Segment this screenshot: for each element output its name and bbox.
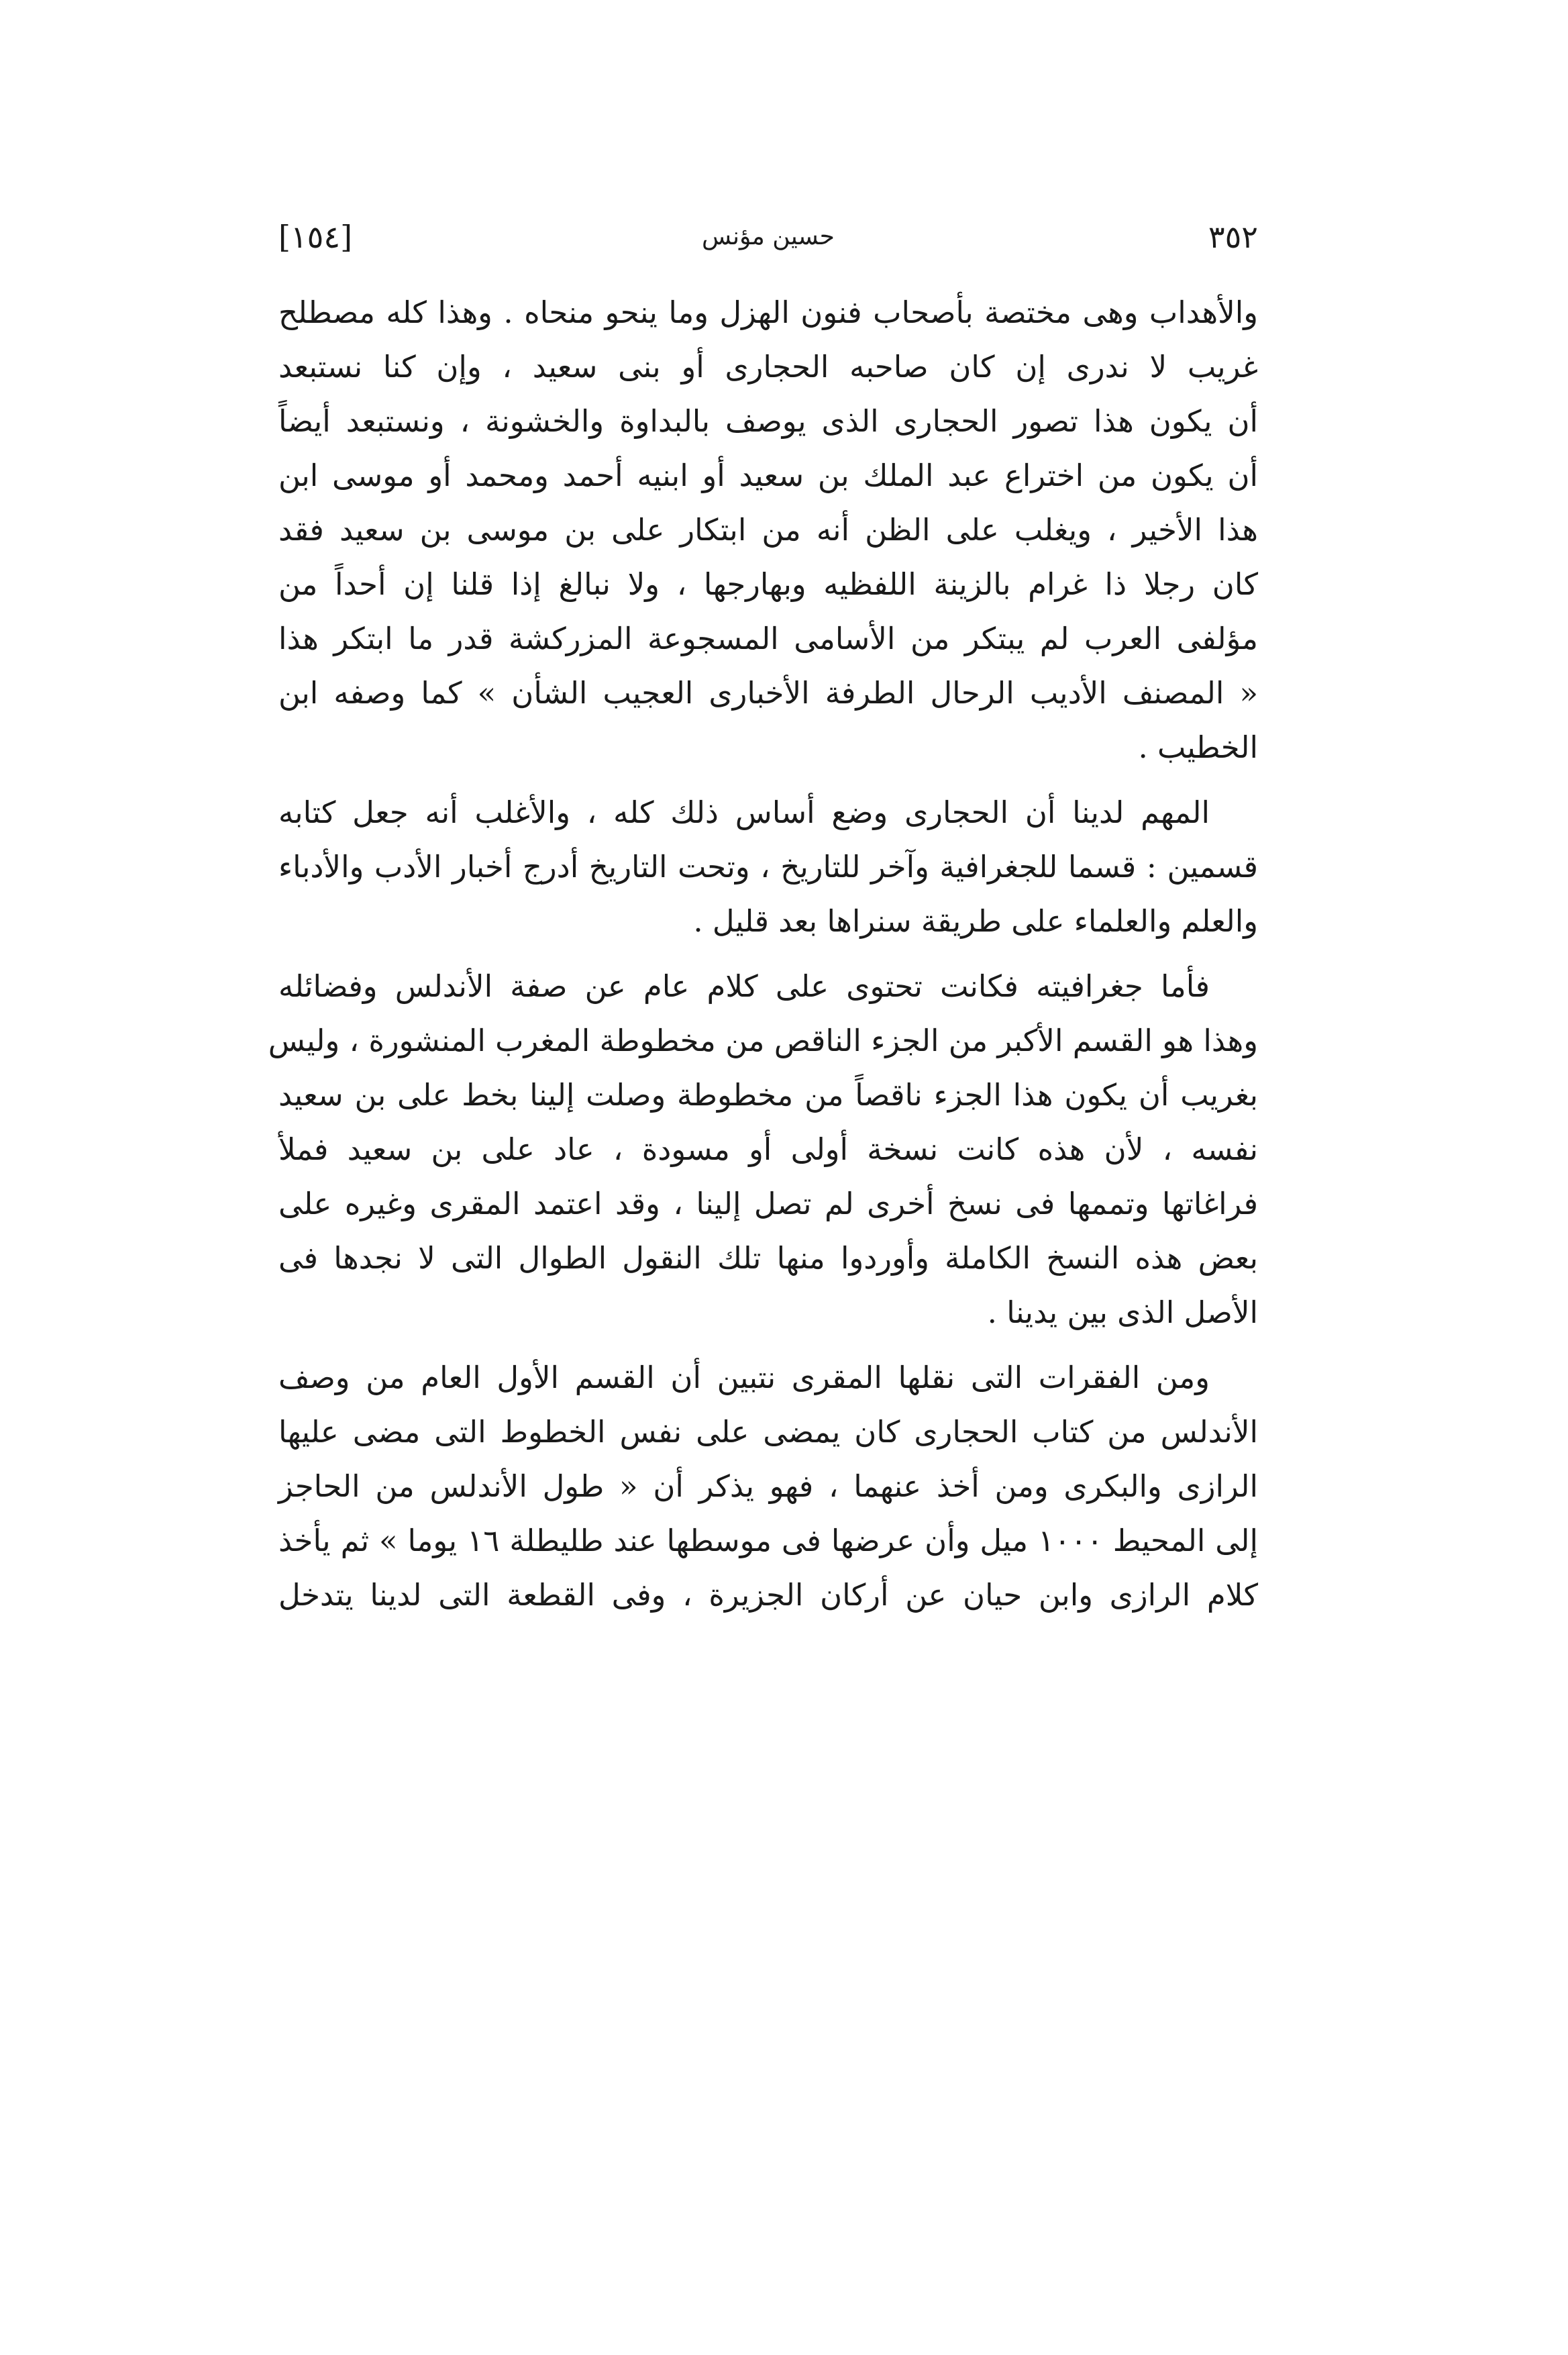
text-line: فأما جغرافيته فكانت تحتوى على كلام عام عن صفة الأندلس وفضائله: [278, 968, 1210, 1004]
text-line: هذا الأخير ، ويغلب على الظن أنه من ابتكار على بن موسى بن سعيد فقد: [278, 512, 1258, 548]
text-line: الأندلس من كتاب الحجارى كان يمضى على نفس الخطوط التى مضى عليها: [278, 1414, 1258, 1450]
body-text: [268, 285, 1258, 1633]
text-line: الرازى والبكرى ومن أخذ عنهما ، فهو يذكر أن « طول الأندلس من الحاجز: [278, 1468, 1258, 1504]
text-line: مؤلفى العرب لم يبتكر من الأسامى المسجوعة المزركشة قدر ما ابتكر هذا: [278, 621, 1258, 656]
running-head: [278, 213, 1258, 260]
text-line: نفسه ، لأن هذه كانت نسخة أولى أو مسودة ، عاد على بن سعيد فملأ: [278, 1132, 1258, 1167]
paragraph-4: [278, 1350, 1258, 1622]
text-line: بغريب أن يكون هذا الجزء ناقصاً من مخطوطة وصلت إلينا بخط على بن سعيد: [278, 1077, 1258, 1113]
text-line: الخطيب .: [1138, 730, 1258, 765]
original-page-number: [١٥٤]: [278, 219, 353, 255]
text-line: غريب لا ندرى إن كان صاحبه الحجارى أو بنى سعيد ، وإن كنا نستبعد: [278, 349, 1258, 385]
text-line: كان رجلا ذا غرام بالزينة اللفظيه وبهارجها ، ولا نبالغ إذا قلنا إن أحداً من: [278, 566, 1258, 602]
paragraph-1: [278, 285, 1258, 774]
text-line: ومن الفقرات التى نقلها المقرى نتبين أن القسم الأول العام من وصف: [278, 1360, 1210, 1395]
text-line: أن يكون من اختراع عبد الملك بن سعيد أو ابنيه أحمد ومحمد أو موسى ابن: [278, 458, 1258, 493]
text-line: إلى المحيط ١٠٠٠ ميل وأن عرضها فى موسطها عند طليطلة ١٦ يوما » ثم يأخذ: [278, 1523, 1258, 1558]
text-line: المهم لدينا أن الحجارى وضع أساس ذلك كله ، والأغلب أنه جعل كتابه: [278, 795, 1210, 830]
paragraph-2: [278, 785, 1258, 948]
text-line: قسمين : قسما للجغرافية وآخر للتاريخ ، وتحت التاريخ أدرج أخبار الأدب والأدباء: [278, 849, 1258, 885]
text-line: والعلم والعلماء على طريقة سنراها بعد قليل .: [693, 903, 1258, 939]
text-line: « المصنف الأديب الرحال الطرفة الأخبارى العجيب الشأن » كما وصفه ابن: [278, 675, 1258, 711]
running-head-author: حسين مؤنس: [702, 223, 835, 250]
text-line: أن يكون هذا تصور الحجارى الذى يوصف بالبداوة والخشونة ، ونستبعد أيضاً: [278, 403, 1258, 439]
text-line: فراغاتها وتممها فى نسخ أخرى لم تصل إلينا ، وقد اعتمد المقرى وغيره على: [278, 1186, 1258, 1221]
text-line: الأصل الذى بين يدينا .: [987, 1295, 1258, 1330]
paragraph-3: [268, 959, 1258, 1340]
text-line: والأهداب وهى مختصة بأصحاب فنون الهزل وما ينحو منحاه . وهذا كله مصطلح: [278, 295, 1258, 330]
text-line: بعض هذه النسخ الكاملة وأوردوا منها تلك النقول الطوال التى لا نجدها فى: [278, 1240, 1258, 1276]
text-line: وهذا هو القسم الأكبر من الجزء الناقص من مخطوطة المغرب المنشورة ، وليس: [268, 1023, 1258, 1058]
page-number: ٣٥٢: [1208, 219, 1258, 255]
text-line: كلام الرازى وابن حيان عن أركان الجزيرة ، وفى القطعة التى لدينا يتدخل: [278, 1577, 1258, 1613]
